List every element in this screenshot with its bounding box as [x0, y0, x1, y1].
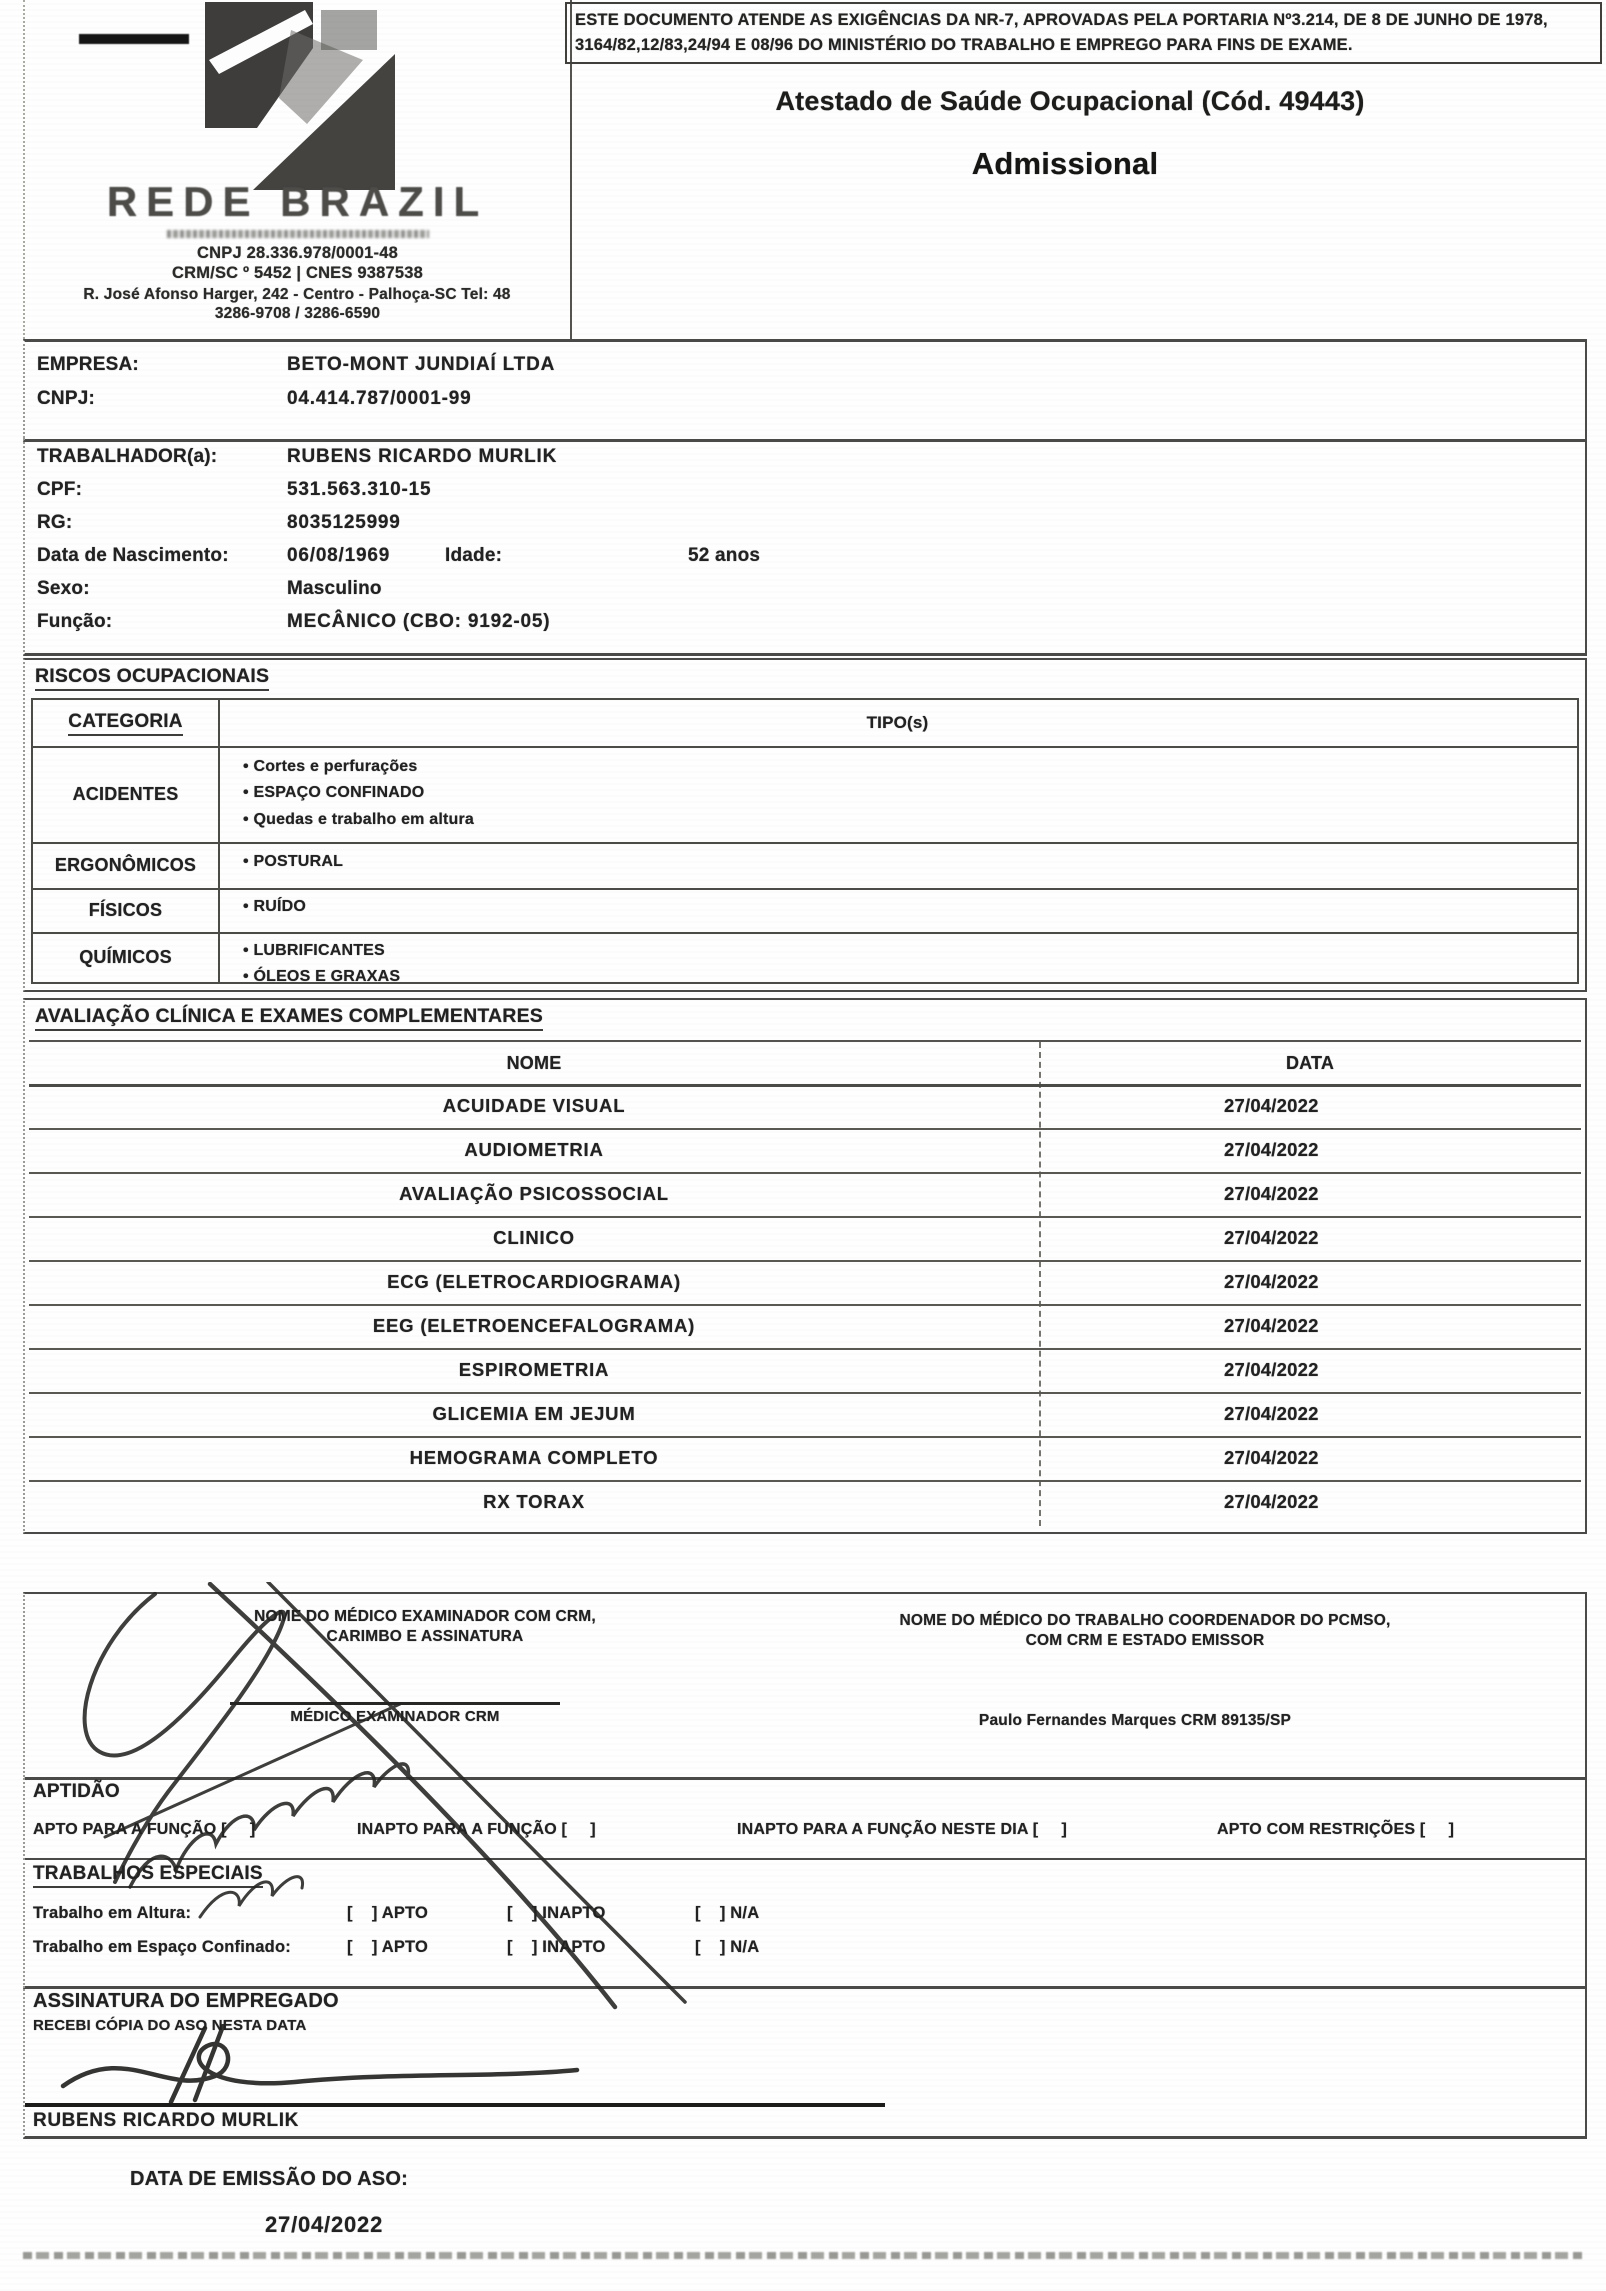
riscos-categoria-cell: ACIDENTES: [33, 746, 220, 842]
legal-notice-line1: ESTE DOCUMENTO ATENDE AS EXIGÊNCIAS DA NR-7, APROVADAS PELA PORTARIA Nº3.214, DE 8 DE JUNHO DE 1978,: [575, 11, 1548, 29]
clinic-cnpj: CNPJ 28.336.978/0001-48: [197, 244, 398, 262]
clinic-name: REDE BRAZIL: [106, 178, 489, 225]
exam-row: [29, 1172, 1581, 1218]
trabalhos-section: [23, 1858, 1587, 1989]
trabalhador-nome: RUBENS RICARDO MURLIK: [287, 446, 558, 467]
coordenador-label-line2: COM CRM E ESTADO EMISSOR: [1025, 1632, 1265, 1649]
trabalho-altura-label: Trabalho em Altura:: [33, 1904, 192, 1922]
risco-item: • Quedas e trabalho em altura: [243, 810, 475, 828]
exam-row: [29, 1128, 1581, 1174]
exames-title-text: AVALIAÇÃO CLÍNICA E EXAMES COMPLEMENTARES: [35, 1005, 543, 1031]
exames-title: [35, 1005, 543, 1031]
coordenador-name: Paulo Fernandes Marques CRM 89135/SP: [978, 1712, 1292, 1729]
clinic-phones: 3286-9708 / 3286-6590: [214, 305, 381, 322]
exam-name: CLINICO: [493, 1227, 575, 1248]
funcao-label: Função:: [37, 611, 113, 632]
trabalhos-title-text: TRABALHOS ESPECIAIS: [33, 1863, 263, 1888]
funcao-value: MECÂNICO (CBO: 9192-05): [287, 611, 551, 632]
exam-row: [29, 1216, 1581, 1262]
risco-item: • LUBRIFICANTES: [243, 942, 385, 959]
coordenador-label-line1: NOME DO MÉDICO DO TRABALHO COORDENADOR DO PCMSO,: [899, 1612, 1391, 1629]
medicos-section: [23, 1592, 1587, 1780]
exam-name: ECG (ELETROCARDIOGRAMA): [387, 1271, 681, 1292]
exam-row: [29, 1348, 1581, 1394]
legal-notice-box: [565, 2, 1602, 64]
logo-bar: [79, 34, 189, 44]
exam-row: [29, 1392, 1581, 1438]
aptidao-option-apto-restricoes: APTO COM RESTRIÇÕES [ ]: [1217, 1821, 1455, 1838]
examinador-signature-line: [230, 1702, 560, 1705]
aptidao-title: APTIDÃO: [33, 1781, 120, 1802]
aptidao-option-inapto-neste-dia: INAPTO PARA A FUNÇÃO NESTE DIA [ ]: [737, 1821, 1067, 1838]
exam-date: 27/04/2022: [1224, 1403, 1319, 1424]
assinatura-empregado-section: [23, 1986, 1587, 2139]
risco-item: • ÓLEOS E GRAXAS: [243, 967, 401, 985]
empresa-value: BETO-MONT JUNDIAÍ LTDA: [287, 354, 556, 375]
exam-row: [29, 1436, 1581, 1482]
nascimento-label: Data de Nascimento:: [37, 545, 229, 566]
exam-row: [29, 1084, 1581, 1130]
rg-value: 8035125999: [287, 512, 401, 533]
riscos-table: [31, 698, 1579, 984]
examinador-crm-label: MÉDICO EXAMINADOR CRM: [290, 1708, 500, 1725]
clinic-address: R. José Afonso Harger, 242 - Centro - Palhoça-SC Tel: 48: [83, 286, 511, 303]
emissao-data: 27/04/2022: [265, 2212, 384, 2237]
trabalho-altura-na: [ ] N/A: [695, 1904, 760, 1922]
riscos-itens-cell: [243, 938, 1569, 989]
aptidao-section: [23, 1775, 1587, 1860]
exames-table: [29, 1040, 1581, 1526]
exam-row: [29, 1480, 1581, 1524]
exam-date: 27/04/2022: [1224, 1271, 1319, 1292]
riscos-title-text: RISCOS OCUPACIONAIS: [35, 665, 269, 691]
risco-item: • POSTURAL: [243, 853, 344, 870]
cpf-value: 531.563.310-15: [287, 479, 432, 500]
trabalhos-title: [33, 1863, 263, 1888]
exames-header-row: [29, 1042, 1581, 1087]
aptidao-option-inapto: INAPTO PARA A FUNÇÃO [ ]: [357, 1821, 596, 1838]
assinatura-title: ASSINATURA DO EMPREGADO: [33, 1990, 339, 2012]
cpf-label: CPF:: [37, 479, 83, 500]
exam-name: AUDIOMETRIA: [464, 1139, 604, 1160]
exam-date: 27/04/2022: [1224, 1227, 1319, 1248]
exam-date: 27/04/2022: [1224, 1139, 1319, 1160]
sexo-label: Sexo:: [37, 578, 90, 599]
trabalho-confinado-apto: [ ] APTO: [347, 1938, 429, 1956]
exam-name: RX TORAX: [483, 1491, 585, 1512]
legal-notice-line2: 3164/82,12/83,24/94 E 08/96 DO MINISTÉRIO DO TRABALHO E EMPREGO PARA FINS DE EXAME.: [575, 35, 1353, 54]
employee-signature-scribble: [55, 2024, 615, 2104]
idade-label: Idade:: [445, 545, 503, 566]
riscos-col-tipos: TIPO(s): [866, 713, 929, 732]
logo-abstract-shape: [195, 2, 400, 194]
riscos-col-categoria-text: CATEGORIA: [68, 711, 182, 736]
exam-date: 27/04/2022: [1224, 1359, 1319, 1380]
trabalho-altura-inapto: [ ] INAPTO: [507, 1904, 606, 1922]
idade-value: 52 anos: [688, 545, 761, 566]
empresa-section: [23, 339, 1587, 442]
sexo-value: Masculino: [287, 578, 382, 599]
riscos-row-ergonomicos: [33, 842, 1577, 890]
riscos-header-row: [33, 700, 1577, 748]
riscos-title: [35, 665, 269, 691]
riscos-categoria-cell: QUÍMICOS: [33, 932, 220, 982]
trabalhador-section: [23, 438, 1587, 656]
clinic-logo-block: [23, 0, 572, 339]
bottom-scan-artifact: [23, 2252, 1585, 2259]
trabalho-confinado-label: Trabalho em Espaço Confinado:: [33, 1938, 291, 1956]
examinador-label-line2: CARIMBO E ASSINATURA: [326, 1628, 524, 1645]
exam-name: ESPIROMETRIA: [458, 1359, 610, 1380]
trabalho-confinado-inapto: [ ] INAPTO: [507, 1938, 606, 1956]
employee-signature-line: [25, 2103, 885, 2107]
aptidao-option-apto: APTO PARA A FUNÇÃO [ ]: [33, 1821, 256, 1838]
exam-name: GLICEMIA EM JEJUM: [432, 1403, 636, 1424]
riscos-row-acidentes: [33, 746, 1577, 844]
assinatura-subtitle: RECEBI CÓPIA DO ASO NESTA DATA: [33, 2017, 307, 2034]
exam-date: 27/04/2022: [1224, 1183, 1319, 1204]
trabalho-confinado-na: [ ] N/A: [695, 1938, 760, 1956]
exames-section: [23, 998, 1587, 1534]
riscos-col-categoria: [33, 700, 220, 746]
empresa-cnpj-value: 04.414.787/0001-99: [287, 388, 472, 409]
exam-name: EEG (ELETROENCEFALOGRAMA): [372, 1315, 696, 1336]
clinic-logo-icon: [195, 2, 400, 194]
document-subtitle: Admissional: [971, 146, 1159, 181]
nascimento-value: 06/08/1969: [287, 545, 391, 566]
exam-date: 27/04/2022: [1224, 1095, 1319, 1116]
clinic-tagline-illegible: [167, 230, 429, 238]
riscos-row-quimicos: [33, 932, 1577, 985]
emissao-label: DATA DE EMISSÃO DO ASO:: [130, 2168, 408, 2190]
exames-col-data: DATA: [1285, 1052, 1335, 1073]
empresa-cnpj-label: CNPJ:: [37, 388, 96, 409]
clinic-registry: CRM/SC º 5452 | CNES 9387538: [171, 264, 424, 282]
exam-name: HEMOGRAMA COMPLETO: [409, 1447, 659, 1468]
examinador-label-line1: NOME DO MÉDICO EXAMINADOR COM CRM,: [254, 1608, 596, 1625]
exam-name: ACUIDADE VISUAL: [442, 1095, 626, 1116]
exam-date: 27/04/2022: [1224, 1315, 1319, 1336]
risco-item: • RUÍDO: [243, 898, 307, 915]
rg-label: RG:: [37, 512, 73, 533]
trabalho-altura-apto: [ ] APTO: [347, 1904, 429, 1922]
employee-name: RUBENS RICARDO MURLIK: [33, 2110, 299, 2131]
exam-row: [29, 1304, 1581, 1350]
riscos-categoria-cell: ERGONÔMICOS: [33, 842, 220, 888]
risco-item: • Cortes e perfurações: [243, 758, 418, 775]
trabalhador-label: TRABALHADOR(a):: [37, 446, 218, 467]
exam-row: [29, 1260, 1581, 1306]
exam-name: AVALIAÇÃO PSICOSSOCIAL: [399, 1183, 669, 1204]
riscos-itens-cell: [243, 754, 1569, 833]
exames-col-nome: NOME: [506, 1052, 562, 1073]
exam-date: 27/04/2022: [1224, 1447, 1319, 1468]
document-title: Atestado de Saúde Ocupacional (Cód. 49443): [775, 86, 1365, 116]
riscos-categoria-cell: FÍSICOS: [33, 888, 220, 932]
riscos-row-fisicos: [33, 888, 1577, 934]
exam-date: 27/04/2022: [1224, 1491, 1319, 1512]
riscos-section: [23, 658, 1587, 992]
risco-item: • ESPAÇO CONFINADO: [243, 784, 425, 802]
empresa-label: EMPRESA:: [37, 354, 139, 375]
